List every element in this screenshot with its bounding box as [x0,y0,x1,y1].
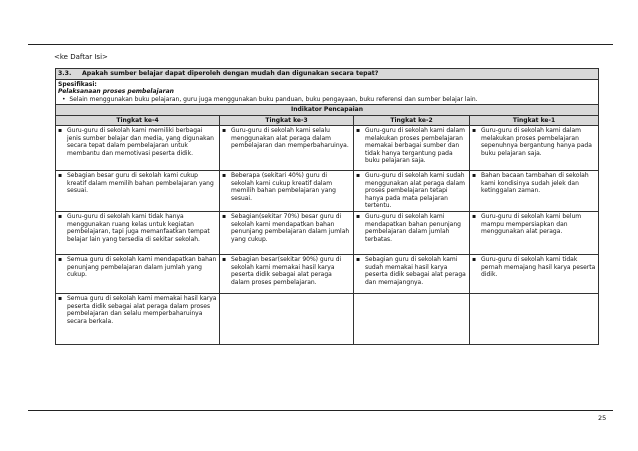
table-cell-empty [354,294,470,345]
level-header-4: Tingkat ke-4 [56,115,220,126]
bullet-icon: ▪ [58,127,63,135]
cell-text: Sebagian besar(sekitar 90%) guru di sekolah kami memakai hasil karya peserta didik sebagai alat peraga dalam proses pembelajaran. [231,256,342,286]
bullet-icon: ▪ [58,213,63,221]
cell-text: Guru-guru di sekolah kami dalam melakukan proses pembelajaran memakai berbagai sumber dan tidak hanya tergantung pada buku pelajaran saja. [365,127,465,165]
cell-text: Semua guru di sekolah kami memakai hasil karya peserta didik sebagai alat peraga dalam proses pembelajaran dan selalu memperbaharuinya secara berkala. [67,295,217,325]
question-text: Apakah sumber belajar dapat diperoleh dengan mudah dan digunakan secara tepat? [82,70,379,77]
table-cell [354,212,470,255]
table-cell [56,126,220,171]
cell-text: Guru-guru di sekolah kami selalu menggunakan alat peraga dalam pembelajaran dan memperbaharuinya. [231,127,349,150]
bullet-icon: ▪ [222,256,227,264]
table-cell [354,126,470,171]
bullet-icon: ▪ [58,172,63,180]
bullet-icon: ▪ [356,127,361,135]
cell-text: Beberapa (sekitari 40%) guru di sekolah kami cukup kreatif dalam memilih bahan pembelajaran yang sesuai. [231,172,336,202]
table-cell [470,212,599,255]
level-header-3: Tingkat ke-3 [220,115,354,126]
bullet-icon: ▪ [472,172,477,180]
cell-text: Sebagian(sekitar 70%) besar guru di sekolah kami mendapatkan bahan penunjang pembelajaran dalam jumlah yang cukup. [231,213,350,243]
bullet-icon: ▪ [472,127,477,135]
table-cell [470,126,599,171]
table-row [56,171,599,212]
cell-text: Guru-guru di sekolah kami tidak pernah memajang hasil karya peserta didik. [481,256,596,279]
spec-title: Spesifikasi: [58,80,97,88]
table-row [56,212,599,255]
cell-text: Sebagian guru di sekolah kami sudah memakai hasil karya peserta didik sebagai alat peraga dan memajangnya. [365,256,466,286]
cell-text: Guru-guru di sekolah kami sudah menggunakan alat peraga dalam proses pembelajaran tetapi hanya pada mata pelajaran tertentu. [365,172,465,210]
table-cell [220,171,354,212]
question-row [56,69,599,80]
spec-item-text: Selain menggunakan buku pelajaran, guru juga menggunakan buku panduan, buku pengayaan, buku referensi dan sumber belajar lain. [69,95,478,103]
table-row [56,294,599,345]
question-number: 3.3. [58,70,72,77]
bottom-rule [28,410,613,411]
cell-text: Guru-guru di sekolah kami dalam melakukan proses pembelajaran sepenuhnya bergantung hanya pada buku pelajaran saja. [481,127,592,157]
spec-item [58,96,596,104]
table-cell [470,171,599,212]
table-cell [220,212,354,255]
table-row [56,126,599,171]
table-row [56,255,599,294]
cell-text: Guru-guru di sekolah kami tidak hanya menggunakan ruang kelas untuk kegiatan pembelajaran, tapi juga memanfaatkan tempat belajar lain yang tersedia di sekitar sekolah. [67,213,210,243]
spec-bullet-icon: • [62,95,66,103]
cell-text: Sebagian besar guru di sekolah kami cukup kreatif dalam memilih bahan pembelajaran yang sesuai. [67,172,214,195]
indicator-header-row [56,105,599,116]
top-rule [28,44,613,45]
bullet-icon: ▪ [58,295,63,303]
cell-text: Guru-guru di sekolah kami belum mampu mempersiapkan dan menggunakan alat peraga. [481,213,582,236]
table-cell [56,294,220,345]
table-cell [56,171,220,212]
cell-text: Bahan bacaan tambahan di sekolah kami kondisinya sudah jelek dan ketinggalan zaman. [481,172,589,195]
table-cell [220,126,354,171]
bullet-icon: ▪ [222,172,227,180]
level-header-row [56,115,599,126]
bullet-icon: ▪ [356,213,361,221]
table-cell [470,255,599,294]
bullet-icon: ▪ [356,172,361,180]
bullet-icon: ▪ [222,213,227,221]
indicator-header: Indikator Pencapaian [56,105,599,116]
bullet-icon: ▪ [58,256,63,264]
table-cell [56,255,220,294]
spec-subtitle: Pelaksanaan proses pembelajaran [58,88,174,96]
table-cell [56,212,220,255]
cell-text: Guru-guru di sekolah kami mendapatkan bahan penunjang pembelajaran dalam jumlah terbatas. [365,213,461,243]
cell-text: Semua guru di sekolah kami mendapatkan bahan penunjang pembelajaran dalam jumlah yang cukup. [67,256,217,279]
bullet-icon: ▪ [472,256,477,264]
table-cell [354,255,470,294]
level-header-2: Tingkat ke-2 [354,115,470,126]
bullet-icon: ▪ [222,127,227,135]
table-cell-empty [220,294,354,345]
cell-text: Guru-guru di sekolah kami memiliki berbagai jenis sumber belajar dan media, yang digunakan secara tepat dalam pembelajaran untuk membantu dan memotivasi peserta didik. [67,127,214,157]
level-header-1: Tingkat ke-1 [470,115,599,126]
page-number: 25 [598,414,607,422]
table-cell [354,171,470,212]
bullet-icon: ▪ [356,256,361,264]
specification-row [56,79,599,105]
back-to-contents-link[interactable]: <ke Daftar Isi> [54,53,108,61]
bullet-icon: ▪ [472,213,477,221]
table-cell-empty [470,294,599,345]
table-cell [220,255,354,294]
indicator-table [55,68,599,345]
